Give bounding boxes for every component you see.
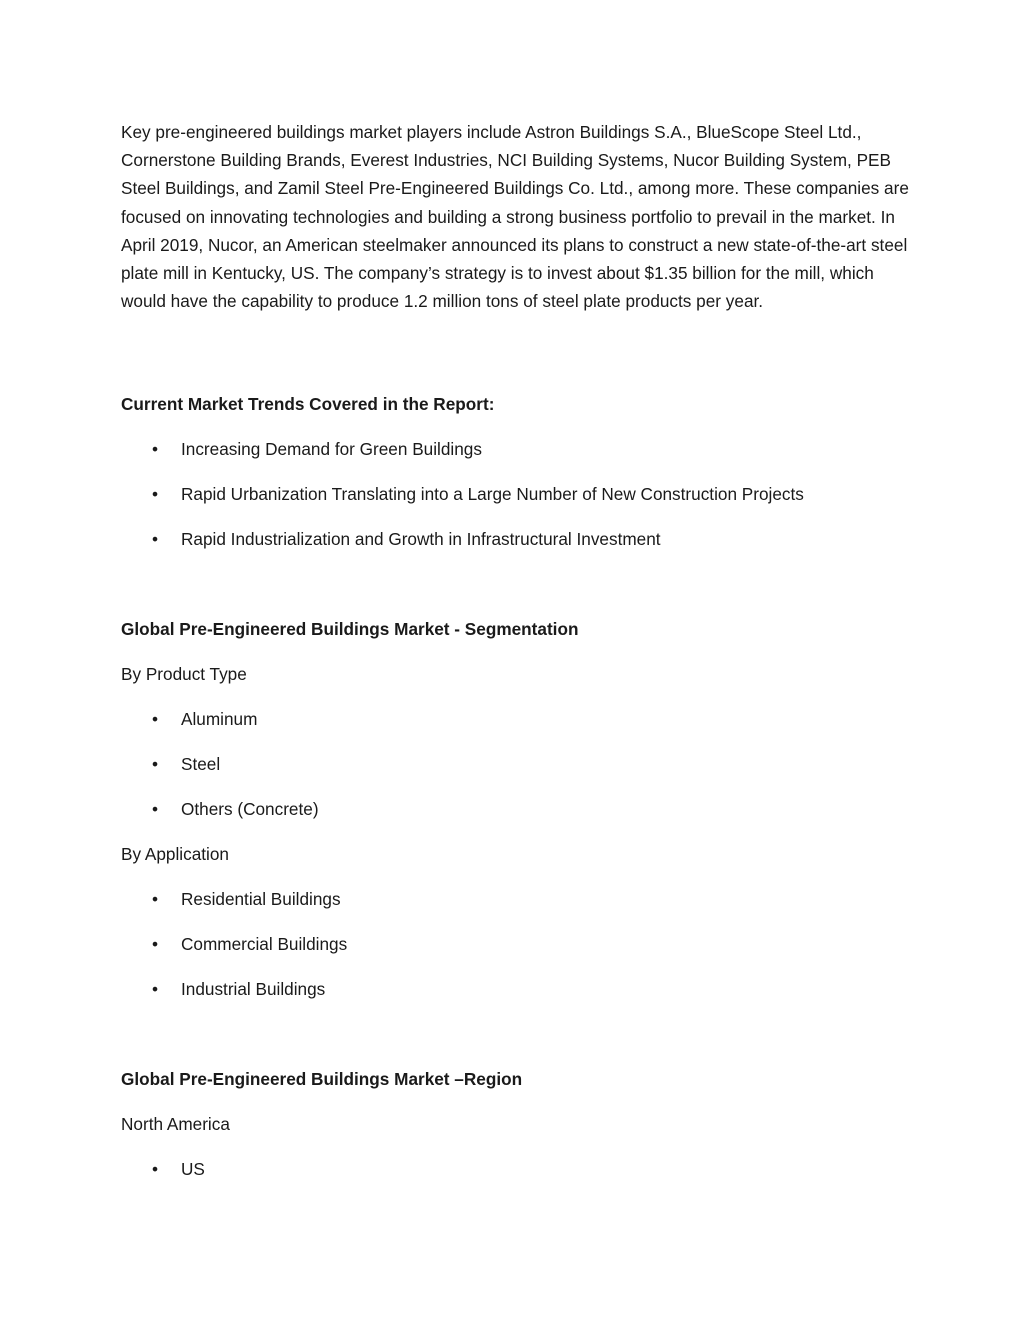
list-item: • Aluminum: [121, 705, 921, 733]
bullet-icon: •: [152, 709, 159, 730]
bullet-icon: •: [152, 934, 159, 955]
region-heading: Global Pre-Engineered Buildings Market –Region: [121, 1069, 523, 1090]
bullet-icon: •: [152, 979, 159, 1000]
list-item: • Commercial Buildings: [121, 930, 921, 958]
product-type-list: [121, 705, 921, 823]
segmentation-heading: Global Pre-Engineered Buildings Market - Segmentation: [121, 619, 579, 640]
bullet-icon: •: [152, 754, 159, 775]
trends-heading: Current Market Trends Covered in the Report:: [121, 394, 495, 415]
list-item: • Steel: [121, 750, 921, 778]
application-label: By Application: [121, 844, 229, 865]
bullet-icon: •: [152, 799, 159, 820]
application-list: [121, 885, 921, 1003]
bullet-icon: •: [152, 529, 159, 550]
list-item: • Increasing Demand for Green Buildings: [121, 435, 921, 463]
north-america-label: North America: [121, 1114, 230, 1135]
document-body: [121, 118, 921, 1183]
list-item: • Rapid Industrialization and Growth in Infrastructural Investment: [121, 525, 921, 553]
product-type-label: By Product Type: [121, 664, 247, 685]
bullet-icon: •: [152, 889, 159, 910]
list-item: • Others (Concrete): [121, 795, 921, 823]
bullet-icon: •: [152, 484, 159, 505]
list-item: • Residential Buildings: [121, 885, 921, 913]
trends-list: [121, 435, 921, 553]
bullet-icon: •: [152, 1159, 159, 1180]
list-item: • US: [121, 1155, 921, 1183]
north-america-list: [121, 1155, 921, 1183]
bullet-icon: •: [152, 439, 159, 460]
list-item: • Rapid Urbanization Translating into a Large Number of New Construction Projects: [121, 480, 921, 508]
list-item: • Industrial Buildings: [121, 975, 921, 1003]
intro-paragraph: Key pre-engineered buildings market players include Astron Buildings S.A., BlueScope Steel Ltd., Cornerstone Building Brands, Everest Industries, NCI Building Systems, Nucor Building System, PEB Steel Buildings, and Zamil Steel Pre-Engineered Buildings Co. Ltd., among more. These companies are focused on innovating technologies and building a strong business portfolio to prevail in the market. In April 2019, Nucor, an American steelmaker announced its plans to construct a new state-of-the-art steel plate mill in Kentucky, US. The company’s strategy is to invest about $1.35 billion for the mill, which would have the capability to produce 1.2 million tons of steel plate products per year.: [121, 122, 909, 312]
